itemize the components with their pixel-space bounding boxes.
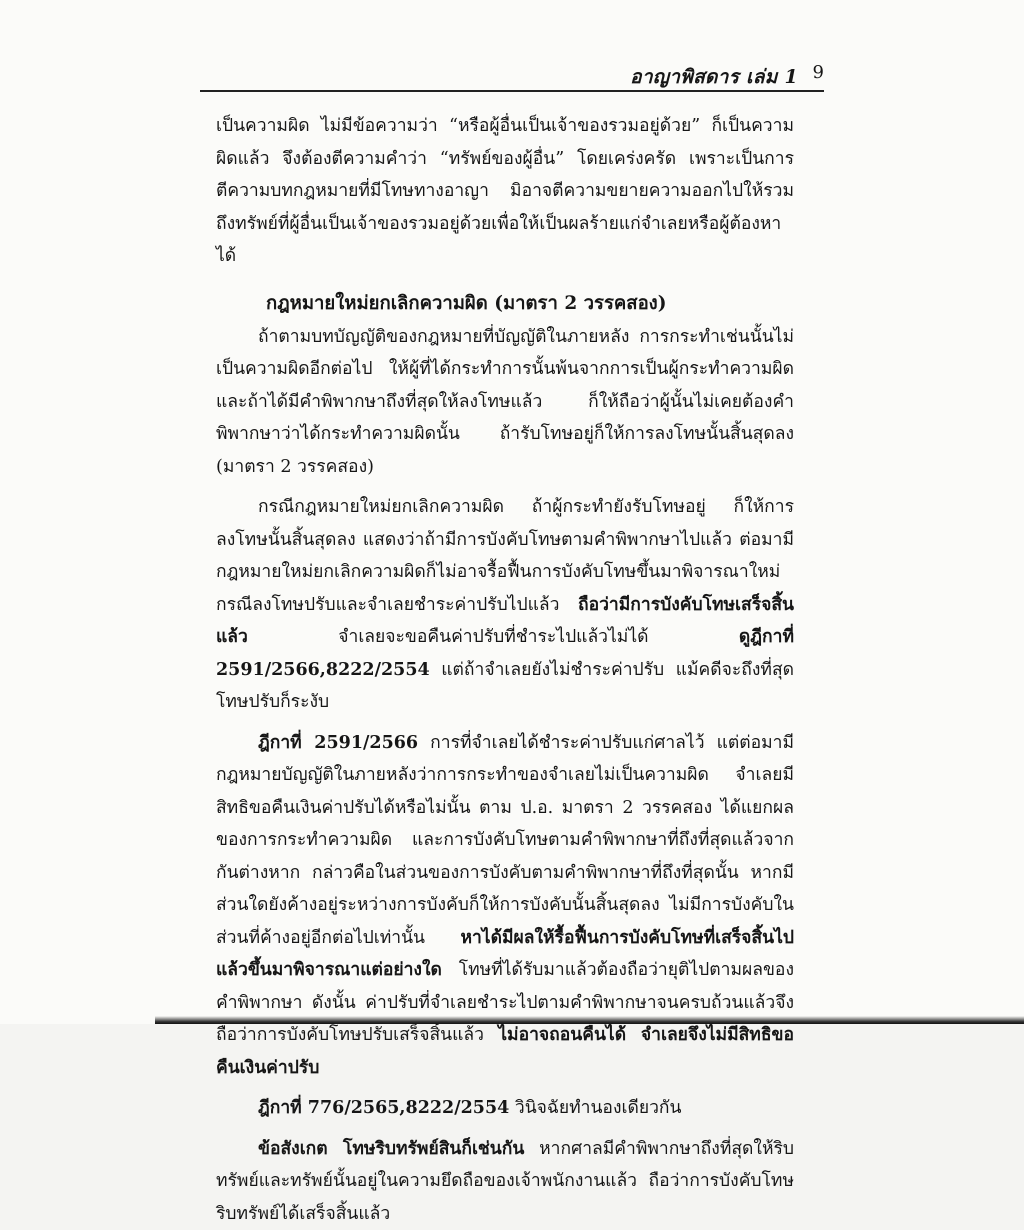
explanation-case-reference: ดูฎีกาที่ 2591/2566,8222/2554 (216, 627, 794, 680)
explanation-text-c: แต่ถ้าจำเลยยังไม่ชำระค่าปรับ แม้คดีจะถึงที่สุด โทษปรับก็ระงับ (216, 660, 794, 713)
explanation-emphasis: ถือว่ามีการบังคับโทษเสร็จสิ้นแล้ว (216, 595, 794, 648)
paragraph-continuation: เป็นความผิด ไม่มีข้อความว่า “หรือผู้อื่นเป็นเจ้าของรวมอยู่ด้วย” ก็เป็นความผิดแล้ว จึงต้องตีความคำว่า “ทรัพย์ของผู้อื่น” โดยเคร่งครัด เพราะเป็นการตีความบทกฎหมายที่มีโทษทางอาญา มิอาจตีความขยายความออกไปให้รวมถึงทรัพย์ที่ผู้อื่นเป็นเจ้าของรวมอยู่ด้วยเพื่อให้เป็นผลร้ายแก่จำเลยหรือผู้ต้องหาได้ (216, 110, 794, 273)
section-heading: กฎหมายใหม่ยกเลิกความผิด (มาตรา 2 วรรคสอง) (216, 287, 794, 321)
page-bottom-edge (155, 1016, 1024, 1024)
running-header (200, 62, 824, 98)
paragraph-statute: ถ้าตามบทบัญญัติของกฎหมายที่บัญญัติในภายหลัง การกระทำเช่นนั้นไม่เป็นความผิดอีกต่อไป ให้ผู้ที่ได้กระทำการนั้นพ้นจากการเป็นผู้กระทำความผิด และถ้าได้มีคำพิพากษาถึงที่สุดให้ลงโทษแล้ว ก็ให้ถือว่าผู้นั้นไม่เคยต้องคำพิพากษาว่าได้กระทำความผิดนั้น ถ้ารับโทษอยู่ก็ให้การลงโทษนั้นสิ้นสุดลง (มาตรา 2 วรรคสอง) (216, 321, 794, 484)
note-text: หากศาลมีคำพิพากษาถึงที่สุดให้ริบทรัพย์และทรัพย์นั้นอยู่ในความยึดถือของเจ้าพนักงานแล้ว ถือว่าการบังคับโทษริบทรัพย์ได้เสร็จสิ้นแล้ว (216, 1139, 794, 1224)
case-1-emphasis-1: หาได้มีผลให้รื้อฟื้นการบังคับโทษที่เสร็จสิ้นไปแล้วขึ้นมาพิจารณาแต่อย่างใด (216, 928, 794, 981)
explanation-text-a: กรณีกฎหมายใหม่ยกเลิกความผิด ถ้าผู้กระทำยังรับโทษอยู่ ก็ให้การลงโทษนั้นสิ้นสุดลง แสดงว่าถ้ามีการบังคับโทษตามคำพิพากษาไปแล้ว ต่อมามีกฎหมายใหม่ยกเลิกความผิดก็ไม่อาจรื้อฟื้นการบังคับโทษขึ้นมาพิจารณาใหม่ กรณีลงโทษปรับและจำเลยชำระค่าปรับไปแล้ว (216, 497, 794, 615)
case-1-text-b: โทษที่ได้รับมาแล้วต้องถือว่ายุติไปตามผลของคำพิพากษา ดังนั้น ค่าปรับที่จำเลยชำระไปตามคำพิพากษาจนครบถ้วนแล้วจึงถือว่าการบังคับโทษปรับเสร็จสิ้นแล้ว (216, 960, 794, 1045)
header-rule (200, 90, 824, 92)
explanation-text-b: จำเลยจะขอคืนค่าปรับที่ชำระไปแล้วไม่ได้ (248, 627, 739, 647)
running-header-title: อาญาพิสดาร เล่ม 1 (630, 62, 798, 92)
case-1-number: ฎีกาที่ 2591/2566 (258, 733, 418, 753)
paragraph-note (216, 1133, 794, 1230)
case-1-emphasis-2: ไม่อาจถอนคืนได้ จำเลยจึงไม่มีสิทธิขอคืนเงินค่าปรับ (216, 1025, 794, 1078)
paragraph-explanation (216, 491, 794, 719)
page-number: 9 (813, 62, 824, 83)
paragraph-case-1 (216, 727, 794, 1085)
case-1-text-a: การที่จำเลยได้ชำระค่าปรับแก่ศาลไว้ แต่ต่อมามีกฎหมายบัญญัติในภายหลังว่าการกระทำของจำเลยไม่เป็นความผิด จำเลยมีสิทธิขอคืนเงินค่าปรับได้หรือไม่นั้น ตาม ป.อ. มาตรา 2 วรรคสอง ได้แยกผลของการกระทำความผิด และการบังคับโทษตามคำพิพากษาที่ถึงที่สุดแล้วจากกันต่างหาก กล่าวคือในส่วนของการบังคับตามคำพิพากษาที่ถึงที่สุดนั้น หากมีส่วนใดยังค้างอยู่ระหว่างการบังคับก็ให้การบังคับนั้นสิ้นสุดลง ไม่มีการบังคับในส่วนที่ค้างอยู่อีกต่อไปเท่านั้น (216, 733, 794, 948)
paragraph-case-2 (216, 1092, 794, 1125)
note-label: ข้อสังเกต (258, 1139, 328, 1159)
body-text (216, 110, 794, 1230)
note-emphasis: โทษริบทรัพย์สินก็เช่นกัน (328, 1139, 525, 1159)
case-2-number: ฎีกาที่ 776/2565,8222/2554 (258, 1098, 509, 1118)
case-2-text: วินิจฉัยทำนองเดียวกัน (509, 1098, 681, 1118)
